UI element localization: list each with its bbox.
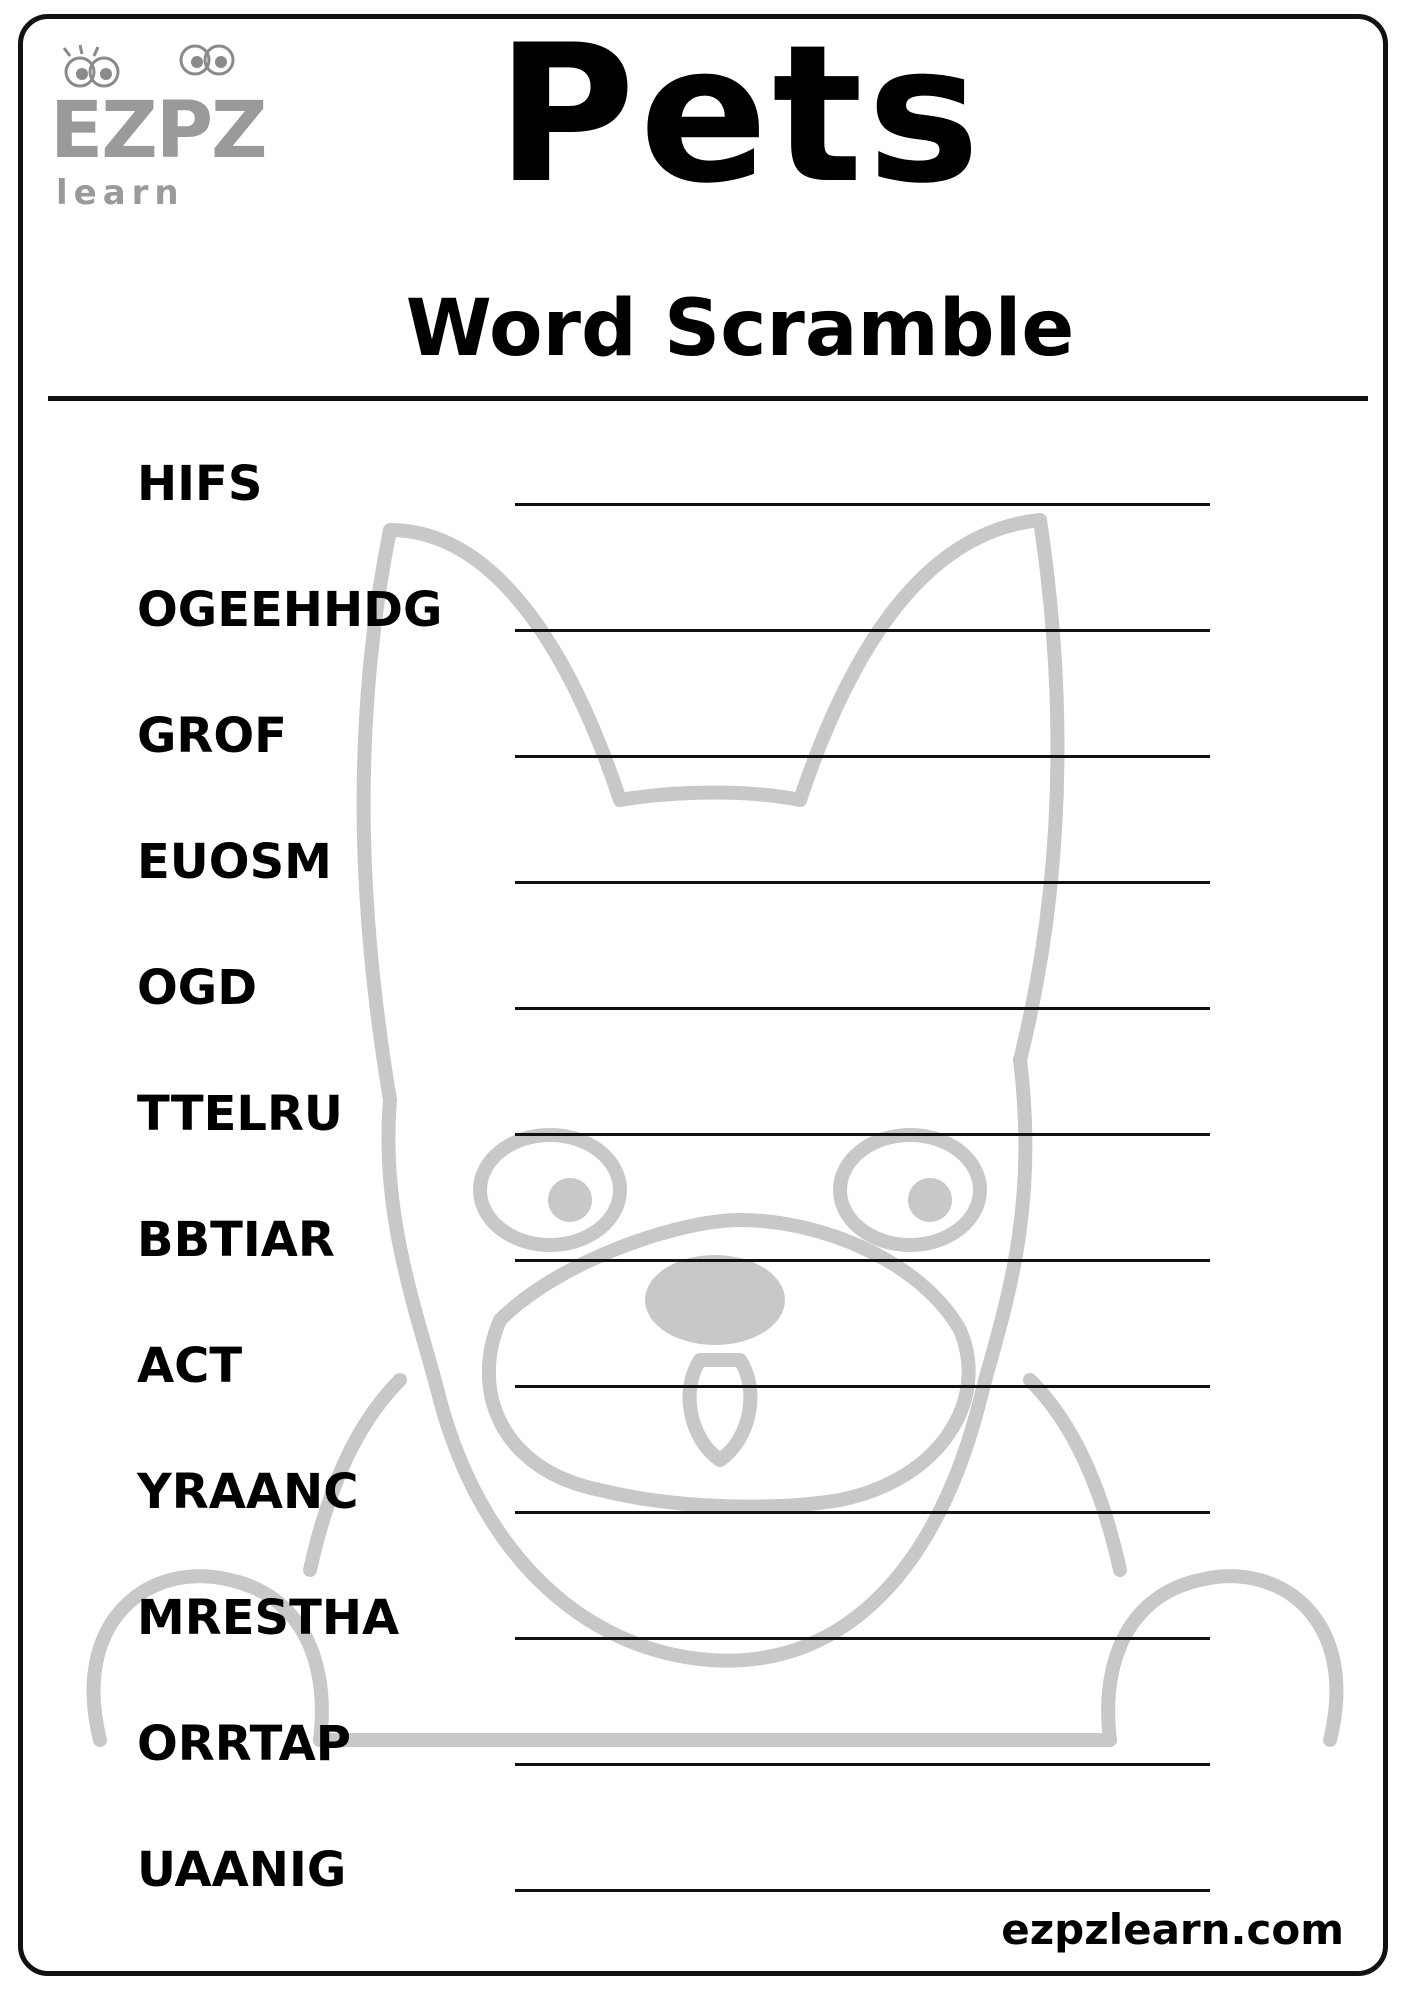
scrambled-word: MRESTHA (137, 1590, 400, 1646)
logo-text: EZPZ (50, 86, 266, 176)
scrambled-word: EUOSM (137, 834, 332, 890)
scrambled-word: OGEEHHDG (137, 582, 443, 638)
page-subtitle: Word Scramble (405, 284, 1075, 374)
answer-line[interactable] (515, 1133, 1210, 1136)
scrambled-word: UAANIG (137, 1842, 347, 1898)
answer-line[interactable] (515, 881, 1210, 884)
scrambled-word: BBTIAR (137, 1212, 335, 1268)
answer-line[interactable] (515, 503, 1210, 506)
answer-line[interactable] (515, 629, 1210, 632)
scrambled-word: OGD (137, 960, 258, 1016)
answer-line[interactable] (515, 1889, 1210, 1892)
footer-url: ezpzlearn.com (1001, 1905, 1344, 1954)
answer-line[interactable] (515, 1511, 1210, 1514)
scrambled-word: YRAANC (137, 1464, 359, 1520)
answer-line[interactable] (515, 1763, 1210, 1766)
answer-line[interactable] (515, 755, 1210, 758)
answer-line[interactable] (515, 1385, 1210, 1388)
scrambled-word: ORRTAP (137, 1716, 351, 1772)
scrambled-word: ACT (137, 1338, 243, 1394)
page-title: Pets (495, 4, 985, 225)
scrambled-word: GROF (137, 708, 287, 764)
scrambled-word: HIFS (137, 456, 263, 512)
answer-line[interactable] (515, 1259, 1210, 1262)
answer-line[interactable] (515, 1007, 1210, 1010)
scrambled-word: TTELRU (137, 1086, 343, 1142)
answer-line[interactable] (515, 1637, 1210, 1640)
logo-subtext: learn (56, 173, 185, 213)
